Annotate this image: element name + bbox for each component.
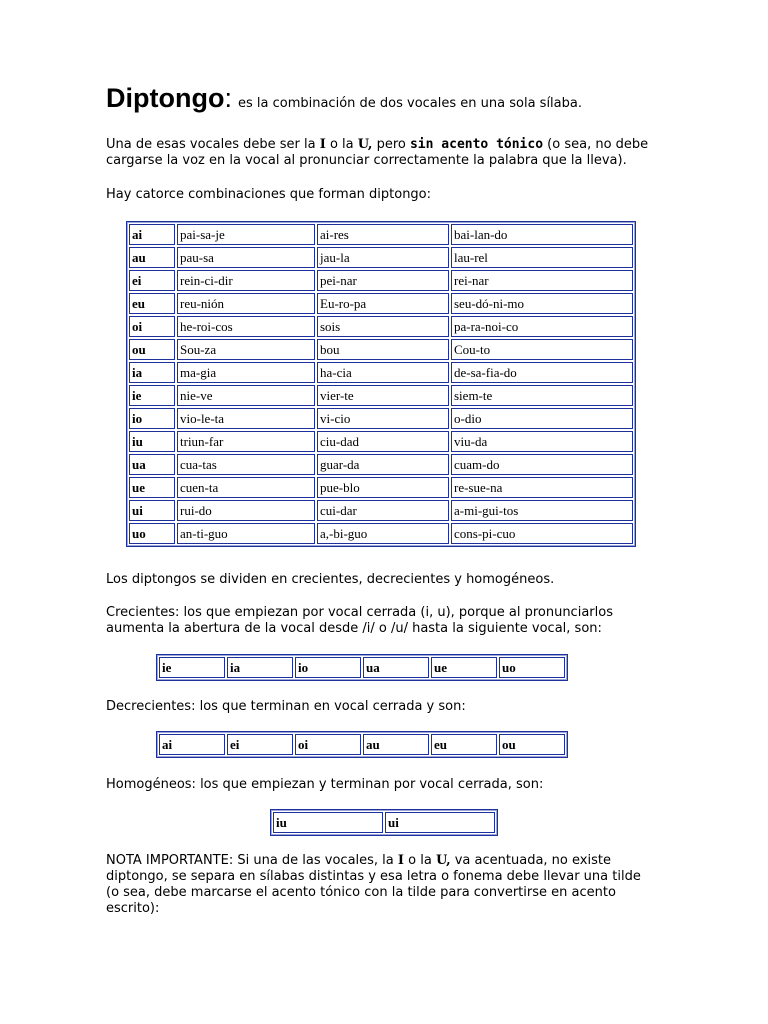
heading-line: [106, 83, 582, 113]
diphthong-cell: iu: [273, 812, 383, 833]
example-word-cell: jau-la: [317, 247, 449, 268]
table-row: [129, 431, 633, 452]
diphthong-cell: eu: [129, 293, 175, 314]
example-word-cell: nie-ve: [177, 385, 315, 406]
diphthong-cell: uo: [499, 657, 565, 678]
diphthong-cell: oi: [295, 734, 361, 755]
diphthong-table: [126, 221, 636, 547]
paragraph-intro-table: Hay catorce combinaciones que forman diptongo:: [106, 187, 432, 202]
table-row: [129, 224, 633, 245]
diphthong-cell: ai: [159, 734, 225, 755]
letter-i: I: [319, 137, 326, 152]
diphthong-cell: ue: [129, 477, 175, 498]
paragraph-crecientes: Crecientes: los que empiezan por vocal cerrada (i, u), porque al pronunciarlos aumenta la abertura de la vocal desde /i/ o /u/ hasta la siguiente vocal, son:: [106, 605, 613, 636]
paragraph-nota-importante: NOTA IMPORTANTE: Si una de las vocales, la I o la U, va acentuada, no existe diptongo, se separa en sílabas distintas y esa letra o fonema debe llevar una tilde (o sea, debe marcarse el acento tónico con la tilde para convertirse en acento escrito):: [106, 853, 641, 916]
table-row: [273, 812, 495, 833]
example-word-cell: pa-ra-noi-co: [451, 316, 633, 337]
table-row: [129, 316, 633, 337]
example-word-cell: cuen-ta: [177, 477, 315, 498]
diphthong-cell: ua: [129, 454, 175, 475]
diphthong-cell: io: [129, 408, 175, 429]
table-row: [129, 523, 633, 544]
table-row: [129, 500, 633, 521]
example-word-cell: seu-dó-ni-mo: [451, 293, 633, 314]
diphthong-cell: io: [295, 657, 361, 678]
table-row: [129, 408, 633, 429]
example-word-cell: cua-tas: [177, 454, 315, 475]
example-word-cell: vio-le-ta: [177, 408, 315, 429]
table-row: [129, 293, 633, 314]
diphthong-cell: ou: [499, 734, 565, 755]
example-word-cell: siem-te: [451, 385, 633, 406]
example-word-cell: vi-cio: [317, 408, 449, 429]
example-word-cell: Cou-to: [451, 339, 633, 360]
example-word-cell: Sou-za: [177, 339, 315, 360]
table-row: [129, 270, 633, 291]
example-word-cell: ciu-dad: [317, 431, 449, 452]
table-row: [129, 385, 633, 406]
diphthong-cell: au: [129, 247, 175, 268]
diphthong-cell: ou: [129, 339, 175, 360]
example-word-cell: pau-sa: [177, 247, 315, 268]
diphthong-cell: oi: [129, 316, 175, 337]
diphthong-cell: ua: [363, 657, 429, 678]
example-word-cell: rui-do: [177, 500, 315, 521]
paragraph-homogeneos: Homogéneos: los que empiezan y terminan por vocal cerrada, son:: [106, 777, 544, 792]
decrecientes-table: [156, 731, 568, 758]
example-word-cell: bai-lan-do: [451, 224, 633, 245]
example-word-cell: rein-ci-dir: [177, 270, 315, 291]
title-colon: :: [224, 83, 232, 113]
example-word-cell: Eu-ro-pa: [317, 293, 449, 314]
example-word-cell: reu-nión: [177, 293, 315, 314]
example-word-cell: ma-gia: [177, 362, 315, 383]
example-word-cell: cuam-do: [451, 454, 633, 475]
example-word-cell: an-ti-guo: [177, 523, 315, 544]
example-word-cell: he-roi-cos: [177, 316, 315, 337]
example-word-cell: de-sa-fia-do: [451, 362, 633, 383]
table-row: [129, 339, 633, 360]
diphthong-cell: ai: [129, 224, 175, 245]
nota-letter-i: I: [397, 853, 404, 868]
table-row: [159, 657, 565, 678]
diphthong-cell: ei: [129, 270, 175, 291]
example-word-cell: a-mi-gui-tos: [451, 500, 633, 521]
example-word-cell: pue-blo: [317, 477, 449, 498]
diphthong-cell: iu: [129, 431, 175, 452]
example-word-cell: guar-da: [317, 454, 449, 475]
diphthong-cell: au: [363, 734, 429, 755]
letter-u: U,: [357, 137, 373, 152]
paragraph-decrecientes: Decrecientes: los que terminan en vocal cerrada y son:: [106, 699, 466, 714]
diphthong-cell: ia: [227, 657, 293, 678]
nota-letter-u: U,: [435, 853, 451, 868]
diphthong-cell: ie: [129, 385, 175, 406]
diphthong-cell: ui: [385, 812, 495, 833]
example-word-cell: re-sue-na: [451, 477, 633, 498]
example-word-cell: vier-te: [317, 385, 449, 406]
table-row: [129, 362, 633, 383]
table-row: [129, 454, 633, 475]
table-row: [129, 477, 633, 498]
example-word-cell: cui-dar: [317, 500, 449, 521]
table-row: [159, 734, 565, 755]
table-row: [129, 247, 633, 268]
paragraph-vowels-rule: Una de esas vocales debe ser la I o la U, pero sin acento tónico (o sea, no debe cargarse la voz en la vocal al pronunciar correctamente la palabra que la lleva).: [106, 137, 649, 168]
page-title: Diptongo: [106, 83, 225, 113]
diphthong-cell: eu: [431, 734, 497, 755]
example-word-cell: bou: [317, 339, 449, 360]
title-definition: es la combinación de dos vocales en una sola sílaba.: [237, 96, 582, 111]
example-word-cell: ha-cia: [317, 362, 449, 383]
diphthong-cell: ei: [227, 734, 293, 755]
diphthong-cell: ie: [159, 657, 225, 678]
example-word-cell: ai-res: [317, 224, 449, 245]
example-word-cell: cons-pi-cuo: [451, 523, 633, 544]
diphthong-cell: ia: [129, 362, 175, 383]
homogeneos-table: [270, 809, 498, 836]
example-word-cell: pai-sa-je: [177, 224, 315, 245]
diphthong-cell: uo: [129, 523, 175, 544]
diphthong-cell: ui: [129, 500, 175, 521]
example-word-cell: a,-bi-guo: [317, 523, 449, 544]
example-word-cell: pei-nar: [317, 270, 449, 291]
diphthong-cell: ue: [431, 657, 497, 678]
example-word-cell: triun-far: [177, 431, 315, 452]
example-word-cell: lau-rel: [451, 247, 633, 268]
crecientes-table: [156, 654, 568, 681]
example-word-cell: viu-da: [451, 431, 633, 452]
example-word-cell: sois: [317, 316, 449, 337]
example-word-cell: rei-nar: [451, 270, 633, 291]
paragraph-classification: Los diptongos se dividen en crecientes, decrecientes y homogéneos.: [106, 572, 555, 587]
sin-acento-emphasis: sin acento tónico: [409, 137, 544, 152]
example-word-cell: o-dio: [451, 408, 633, 429]
